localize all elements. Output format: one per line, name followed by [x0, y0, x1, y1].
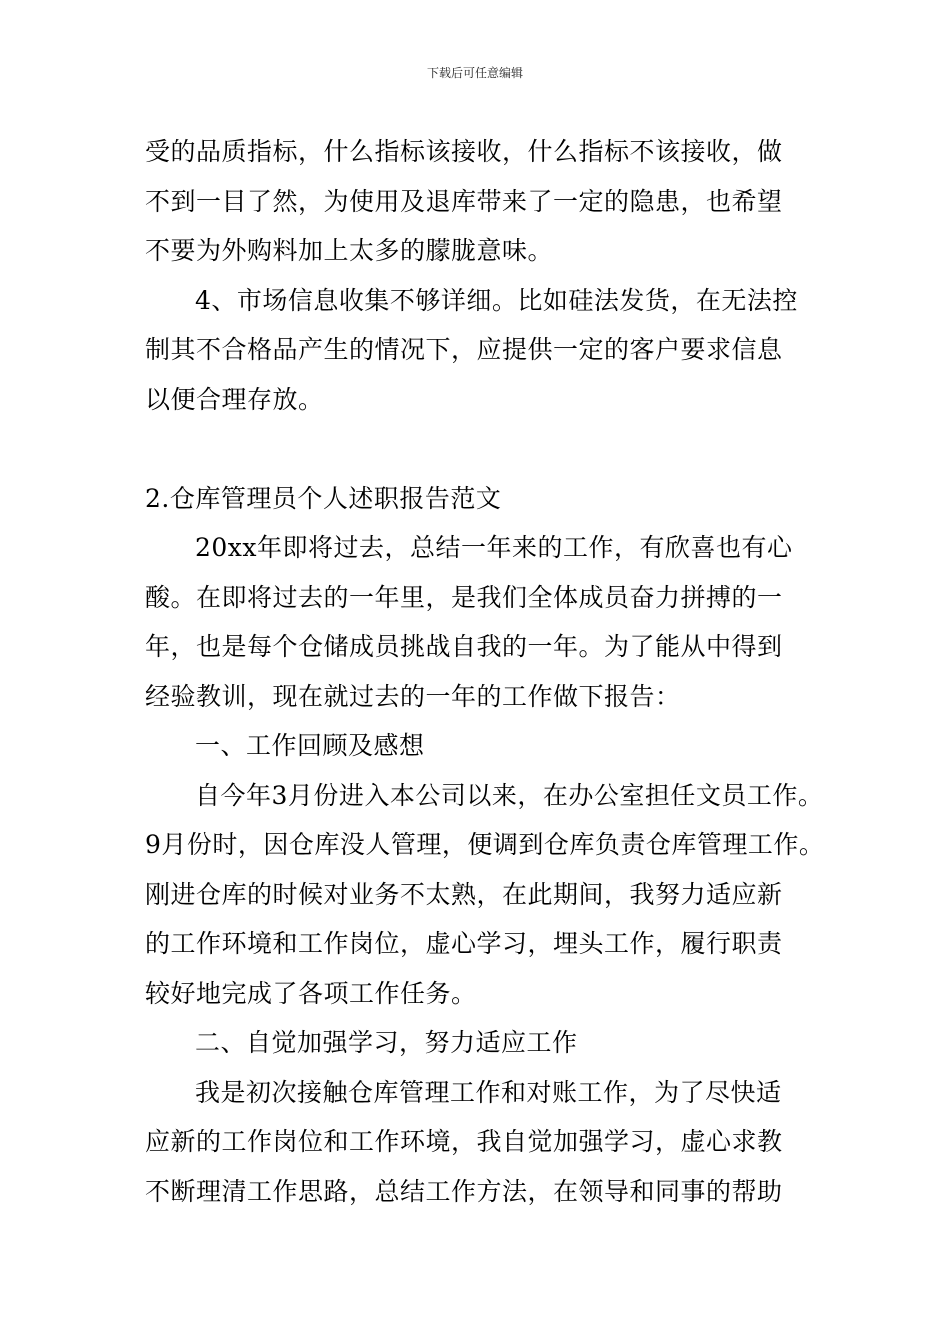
text-line: 较好地完成了各项工作任务。: [145, 978, 477, 1008]
text-line: 应新的工作岗位和工作环境，我自觉加强学习，虚心求教: [145, 1127, 783, 1156]
document-body: [145, 127, 825, 1216]
text-line: 9月份时，因仓库没人管理，便调到仓库负责仓库管理工作。: [145, 830, 825, 859]
section-title: 2.仓库管理员个人述职报告范文: [145, 483, 502, 513]
text-line: 自今年3月份进入本公司以来，在办公室担任文员工作。: [195, 780, 824, 810]
text-line: 不断理清工作思路，总结工作方法，在领导和同事的帮助: [145, 1176, 783, 1206]
text-line: 20xx年即将过去，总结一年来的工作，有欣喜也有心: [195, 533, 793, 562]
subsection-heading: 一、工作回顾及感想: [195, 731, 425, 760]
text-line: 受的品质指标，什么指标该接收，什么指标不该接收，做: [145, 137, 783, 166]
page-header-note: 下载后可任意编辑: [426, 66, 523, 80]
text-line: 制其不合格品产生的情况下，应提供一定的客户要求信息: [145, 335, 783, 364]
text-line: 我是初次接触仓库管理工作和对账工作，为了尽快适: [195, 1077, 782, 1107]
text-line: 刚进仓库的时候对业务不太熟，在此期间，我努力适应新: [145, 879, 783, 909]
text-line: 不到一目了然，为使用及退库带来了一定的隐患，也希望: [145, 186, 783, 216]
text-line: 以便合理存放。: [145, 384, 324, 414]
text-line: 经验教训，现在就过去的一年的工作做下报告：: [145, 681, 681, 711]
text-line: 的工作环境和工作岗位，虚心学习，埋头工作，履行职责: [145, 929, 783, 958]
text-line: 不要为外购料加上太多的朦胧意味。: [145, 236, 554, 265]
paragraph-gap: [145, 424, 825, 474]
text-line: 年，也是每个仓储成员挑战自我的一年。为了能从中得到: [145, 632, 783, 661]
subsection-heading: 二、自觉加强学习，努力适应工作: [195, 1028, 578, 1057]
text-line: 酸。在即将过去的一年里，是我们全体成员奋力拼搏的一: [145, 582, 783, 612]
text-line: 4、市场信息收集不够详细。比如硅法发货，在无法控: [195, 285, 798, 315]
